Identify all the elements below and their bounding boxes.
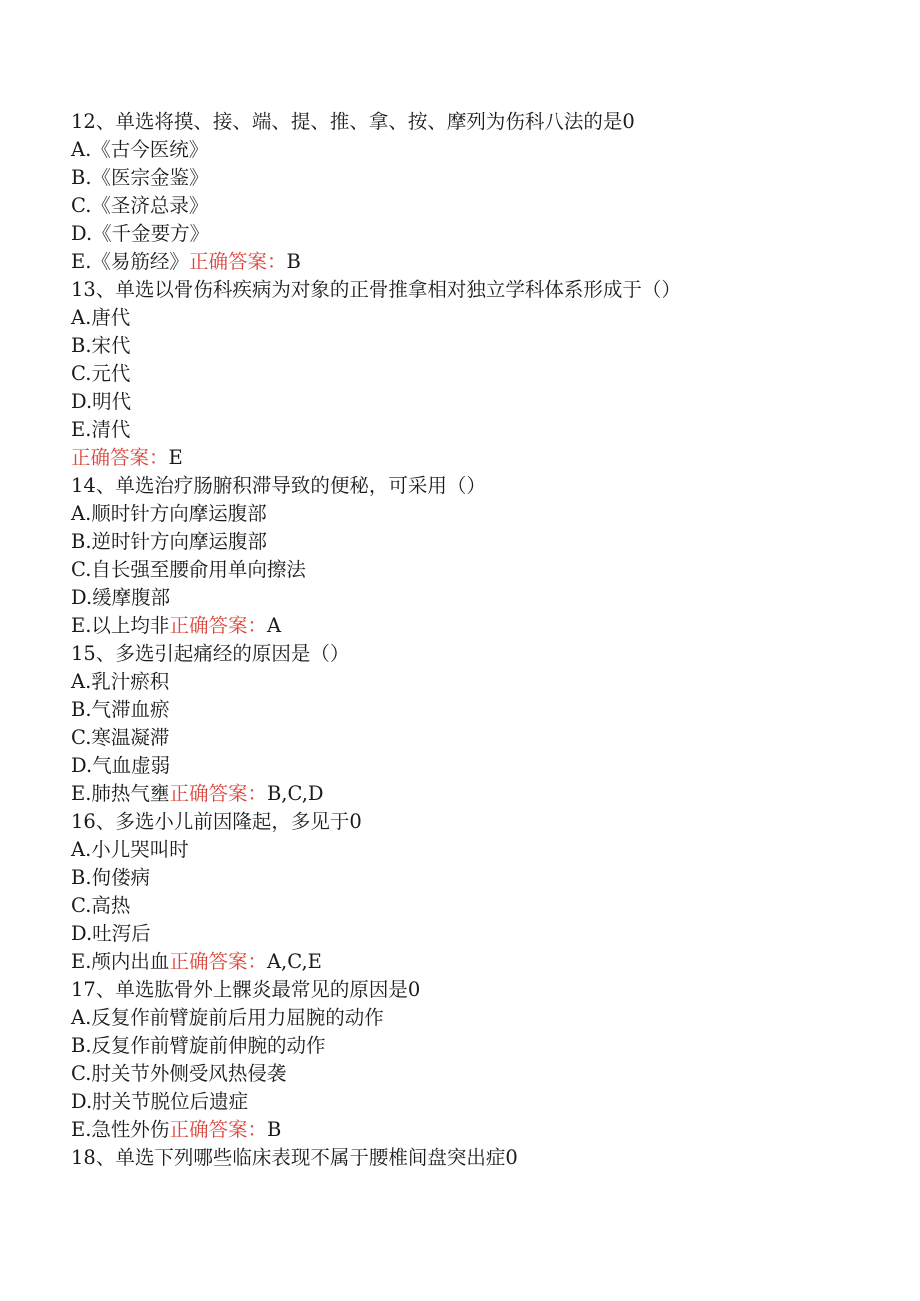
option-b: B.反复作前臂旋前伸腕的动作 bbox=[71, 1034, 326, 1057]
option-e-with-answer bbox=[71, 948, 871, 976]
question-stem: 18、单选下列哪些临床表现不属于腰椎间盘突出症0 bbox=[71, 1146, 518, 1169]
answer-label: 正确答案： bbox=[169, 950, 267, 973]
question-stem: 17、单选肱骨外上髁炎最常见的原因是0 bbox=[71, 978, 421, 1001]
option-e-with-answer bbox=[71, 248, 871, 276]
option-b: B.逆时针方向摩运腹部 bbox=[71, 530, 268, 553]
option-e: E.《易筋经》 bbox=[71, 250, 189, 273]
answer-value: A,C,E bbox=[266, 950, 322, 973]
option-c: C.《圣济总录》 bbox=[71, 194, 209, 217]
option-e: E.清代 bbox=[71, 418, 131, 441]
option-b: B.《医宗金鉴》 bbox=[71, 166, 209, 189]
question-stem: 14、单选治疗肠腑积滞导致的便秘，可采用（） bbox=[71, 474, 486, 497]
option-d: D.《千金要方》 bbox=[71, 222, 210, 245]
option-a: A.顺时针方向摩运腹部 bbox=[71, 502, 267, 525]
option-c: C.自长强至腰俞用单向擦法 bbox=[71, 558, 306, 581]
option-d: D.肘关节脱位后遗症 bbox=[71, 1090, 249, 1113]
answer-value: B bbox=[266, 1118, 282, 1141]
option-c: C.肘关节外侧受风热侵袭 bbox=[71, 1062, 287, 1085]
option-e-with-answer bbox=[71, 612, 871, 640]
option-e-with-answer bbox=[71, 1116, 871, 1144]
option-c: C.高热 bbox=[71, 894, 131, 917]
answer-label: 正确答案： bbox=[169, 782, 267, 805]
option-e: E.颅内出血 bbox=[71, 950, 170, 973]
answer-label: 正确答案： bbox=[188, 250, 287, 273]
answer-value: A bbox=[266, 614, 282, 637]
option-d: D.缓摩腹部 bbox=[71, 586, 171, 609]
option-a: A.乳汁瘀积 bbox=[71, 670, 170, 693]
option-b: B.宋代 bbox=[71, 334, 131, 357]
question-stem: 16、多选小儿前因隆起，多见于0 bbox=[71, 810, 362, 833]
answer-label: 正确答案： bbox=[71, 446, 169, 469]
option-e-with-answer bbox=[71, 780, 871, 808]
question-stem: 15、多选引起痛经的原因是（） bbox=[71, 642, 350, 665]
option-a: A.反复作前臂旋前后用力屈腕的动作 bbox=[71, 1006, 384, 1029]
answer-line bbox=[71, 444, 871, 472]
option-d: D.明代 bbox=[71, 390, 132, 413]
document-page bbox=[71, 108, 871, 1172]
option-a: A.小儿哭叫时 bbox=[71, 838, 189, 861]
answer-value: E bbox=[168, 446, 183, 469]
option-d: D.气血虚弱 bbox=[71, 754, 171, 777]
question-stem: 12、单选将摸、接、端、提、推、拿、按、摩列为伤科八法的是0 bbox=[71, 110, 635, 133]
option-c: C.寒温凝滞 bbox=[71, 726, 170, 749]
answer-label: 正确答案： bbox=[169, 1118, 267, 1141]
answer-value: B bbox=[286, 250, 301, 273]
option-c: C.元代 bbox=[71, 362, 131, 385]
question-stem: 13、单选以骨伤科疾病为对象的正骨推拿相对独立学科体系形成于（） bbox=[71, 278, 681, 301]
option-b: B.气滞血瘀 bbox=[71, 698, 170, 721]
option-e: E.以上均非 bbox=[71, 614, 170, 637]
option-e: E.肺热气壅 bbox=[71, 782, 170, 805]
option-b: B.佝偻病 bbox=[71, 866, 151, 889]
answer-label: 正确答案： bbox=[169, 614, 267, 637]
option-d: D.吐泻后 bbox=[71, 922, 151, 945]
option-a: A.《古今医统》 bbox=[71, 138, 209, 161]
option-e: E.急性外伤 bbox=[71, 1118, 170, 1141]
option-a: A.唐代 bbox=[71, 306, 131, 329]
answer-value: B,C,D bbox=[266, 782, 324, 805]
